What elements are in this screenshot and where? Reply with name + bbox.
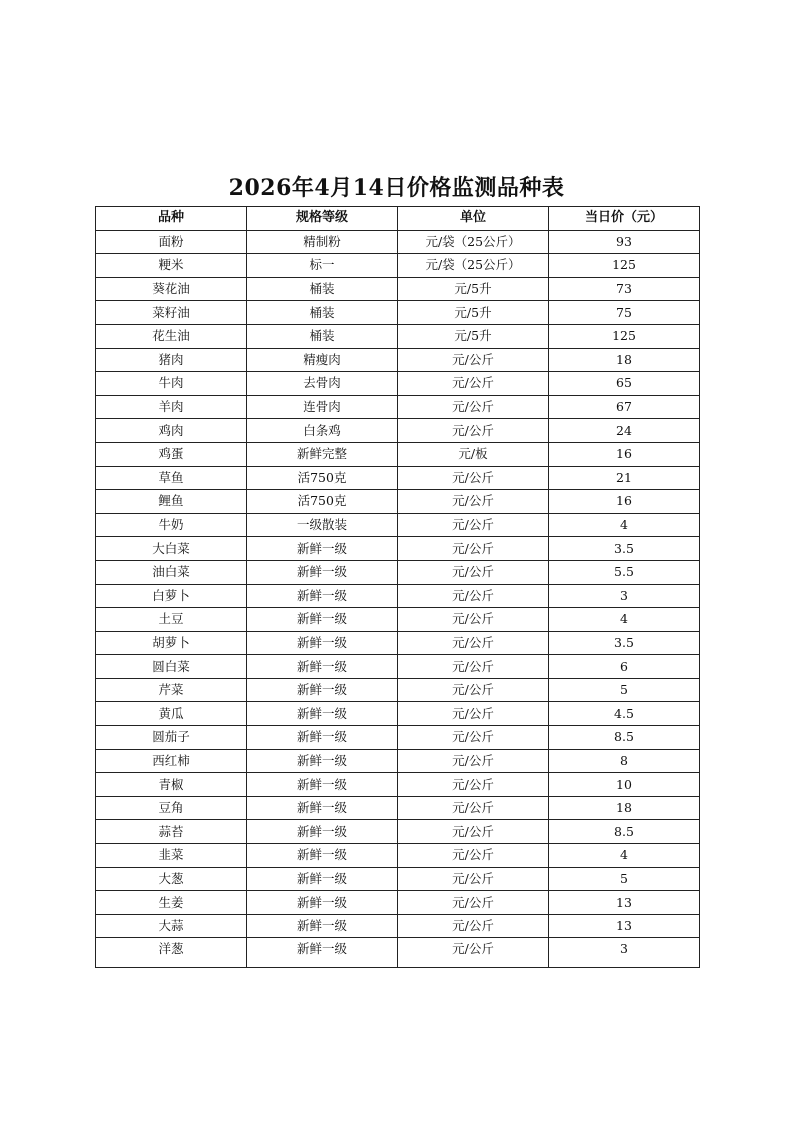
cell-grade: 桶装: [247, 277, 398, 301]
cell-price: 3.5: [549, 631, 700, 655]
cell-price: 3: [549, 938, 700, 968]
cell-unit: 元/公斤: [398, 844, 549, 868]
cell-unit: 元/公斤: [398, 631, 549, 655]
cell-unit: 元/公斤: [398, 419, 549, 443]
cell-unit: 元/公斤: [398, 796, 549, 820]
cell-grade: 新鲜一级: [247, 796, 398, 820]
cell-variety: 牛肉: [96, 372, 247, 396]
table-row: [96, 631, 700, 655]
cell-grade: 新鲜一级: [247, 820, 398, 844]
cell-variety: 草鱼: [96, 466, 247, 490]
cell-unit: 元/公斤: [398, 490, 549, 514]
cell-grade: 标一: [247, 254, 398, 278]
cell-grade: 新鲜一级: [247, 702, 398, 726]
table-row: [96, 702, 700, 726]
cell-variety: 菜籽油: [96, 301, 247, 325]
table-header-row: [96, 207, 700, 231]
table-row: [96, 820, 700, 844]
cell-price: 4: [549, 513, 700, 537]
cell-unit: 元/袋（25公斤）: [398, 254, 549, 278]
cell-variety: 猪肉: [96, 348, 247, 372]
cell-variety: 油白菜: [96, 560, 247, 584]
cell-unit: 元/公斤: [398, 773, 549, 797]
cell-grade: 活750克: [247, 490, 398, 514]
cell-price: 4: [549, 844, 700, 868]
column-header-grade: 规格等级: [247, 207, 398, 231]
cell-grade: 新鲜一级: [247, 584, 398, 608]
cell-grade: 新鲜一级: [247, 914, 398, 938]
cell-variety: 白萝卜: [96, 584, 247, 608]
cell-price: 125: [549, 254, 700, 278]
cell-unit: 元/公斤: [398, 466, 549, 490]
table-row: [96, 301, 700, 325]
cell-variety: 鲤鱼: [96, 490, 247, 514]
cell-grade: 新鲜一级: [247, 537, 398, 561]
cell-grade: 新鲜一级: [247, 938, 398, 968]
cell-grade: 桶装: [247, 324, 398, 348]
table-row: [96, 678, 700, 702]
cell-unit: 元/公斤: [398, 537, 549, 561]
cell-grade: 新鲜一级: [247, 560, 398, 584]
cell-price: 3.5: [549, 537, 700, 561]
cell-variety: 大蒜: [96, 914, 247, 938]
cell-grade: 精制粉: [247, 230, 398, 254]
cell-variety: 芹菜: [96, 678, 247, 702]
cell-grade: 新鲜一级: [247, 844, 398, 868]
cell-grade: 新鲜一级: [247, 867, 398, 891]
cell-variety: 葵花油: [96, 277, 247, 301]
table-row: [96, 560, 700, 584]
table-row: [96, 537, 700, 561]
table-row: [96, 773, 700, 797]
cell-variety: 圆白菜: [96, 655, 247, 679]
table-row: [96, 395, 700, 419]
table-row: [96, 513, 700, 537]
price-monitoring-table: [95, 206, 700, 968]
cell-price: 13: [549, 891, 700, 915]
cell-price: 4: [549, 608, 700, 632]
cell-unit: 元/板: [398, 442, 549, 466]
cell-grade: 新鲜一级: [247, 631, 398, 655]
cell-price: 13: [549, 914, 700, 938]
cell-price: 16: [549, 442, 700, 466]
cell-price: 4.5: [549, 702, 700, 726]
cell-unit: 元/公斤: [398, 891, 549, 915]
cell-grade: 精瘦肉: [247, 348, 398, 372]
cell-grade: 新鲜一级: [247, 891, 398, 915]
table-row: [96, 442, 700, 466]
cell-unit: 元/公斤: [398, 749, 549, 773]
cell-unit: 元/公斤: [398, 702, 549, 726]
cell-grade: 新鲜完整: [247, 442, 398, 466]
table-row: [96, 254, 700, 278]
table-row: [96, 419, 700, 443]
table-row: [96, 348, 700, 372]
cell-price: 24: [549, 419, 700, 443]
cell-grade: 新鲜一级: [247, 678, 398, 702]
cell-variety: 圆茄子: [96, 726, 247, 750]
cell-variety: 青椒: [96, 773, 247, 797]
table-row: [96, 844, 700, 868]
cell-price: 65: [549, 372, 700, 396]
column-header-unit: 单位: [398, 207, 549, 231]
cell-price: 6: [549, 655, 700, 679]
cell-unit: 元/公斤: [398, 513, 549, 537]
cell-variety: 黄瓜: [96, 702, 247, 726]
cell-grade: 桶装: [247, 301, 398, 325]
cell-price: 67: [549, 395, 700, 419]
table-row: [96, 372, 700, 396]
cell-variety: 西红柿: [96, 749, 247, 773]
cell-variety: 面粉: [96, 230, 247, 254]
cell-price: 3: [549, 584, 700, 608]
cell-price: 125: [549, 324, 700, 348]
table-row: [96, 277, 700, 301]
cell-variety: 牛奶: [96, 513, 247, 537]
cell-variety: 粳米: [96, 254, 247, 278]
cell-variety: 蒜苔: [96, 820, 247, 844]
cell-unit: 元/5升: [398, 301, 549, 325]
cell-unit: 元/公斤: [398, 678, 549, 702]
cell-unit: 元/5升: [398, 324, 549, 348]
table-row: [96, 230, 700, 254]
cell-grade: 白条鸡: [247, 419, 398, 443]
cell-variety: 生姜: [96, 891, 247, 915]
cell-unit: 元/公斤: [398, 820, 549, 844]
table-row: [96, 490, 700, 514]
column-header-price: 当日价（元）: [549, 207, 700, 231]
cell-variety: 鸡肉: [96, 419, 247, 443]
cell-price: 8.5: [549, 726, 700, 750]
cell-variety: 大葱: [96, 867, 247, 891]
cell-grade: 活750克: [247, 466, 398, 490]
cell-price: 8: [549, 749, 700, 773]
cell-unit: 元/公斤: [398, 348, 549, 372]
cell-variety: 韭菜: [96, 844, 247, 868]
cell-price: 10: [549, 773, 700, 797]
cell-unit: 元/公斤: [398, 914, 549, 938]
cell-price: 5: [549, 867, 700, 891]
cell-price: 18: [549, 796, 700, 820]
cell-price: 75: [549, 301, 700, 325]
table-row: [96, 796, 700, 820]
table-row: [96, 726, 700, 750]
cell-price: 5.5: [549, 560, 700, 584]
cell-unit: 元/公斤: [398, 655, 549, 679]
cell-price: 21: [549, 466, 700, 490]
cell-variety: 羊肉: [96, 395, 247, 419]
table-row: [96, 608, 700, 632]
cell-unit: 元/公斤: [398, 560, 549, 584]
cell-variety: 花生油: [96, 324, 247, 348]
table-row: [96, 466, 700, 490]
cell-unit: 元/5升: [398, 277, 549, 301]
table-row: [96, 749, 700, 773]
cell-price: 16: [549, 490, 700, 514]
table-row: [96, 867, 700, 891]
cell-variety: 鸡蛋: [96, 442, 247, 466]
cell-price: 18: [549, 348, 700, 372]
cell-price: 93: [549, 230, 700, 254]
cell-price: 8.5: [549, 820, 700, 844]
cell-unit: 元/袋（25公斤）: [398, 230, 549, 254]
table-row: [96, 938, 700, 968]
cell-variety: 胡萝卜: [96, 631, 247, 655]
cell-variety: 洋葱: [96, 938, 247, 968]
cell-variety: 土豆: [96, 608, 247, 632]
table-row: [96, 584, 700, 608]
cell-grade: 去骨肉: [247, 372, 398, 396]
cell-grade: 一级散装: [247, 513, 398, 537]
column-header-variety: 品种: [96, 207, 247, 231]
cell-variety: 大白菜: [96, 537, 247, 561]
cell-grade: 新鲜一级: [247, 608, 398, 632]
cell-unit: 元/公斤: [398, 867, 549, 891]
cell-variety: 豆角: [96, 796, 247, 820]
cell-grade: 新鲜一级: [247, 726, 398, 750]
cell-grade: 新鲜一级: [247, 773, 398, 797]
table-body: [96, 230, 700, 968]
cell-unit: 元/公斤: [398, 726, 549, 750]
cell-price: 73: [549, 277, 700, 301]
cell-price: 5: [549, 678, 700, 702]
table-row: [96, 891, 700, 915]
cell-grade: 连骨肉: [247, 395, 398, 419]
cell-grade: 新鲜一级: [247, 655, 398, 679]
cell-unit: 元/公斤: [398, 372, 549, 396]
cell-unit: 元/公斤: [398, 938, 549, 968]
document-title: 2026年4月14日价格监测品种表: [228, 175, 565, 201]
table-row: [96, 324, 700, 348]
cell-unit: 元/公斤: [398, 608, 549, 632]
table-row: [96, 914, 700, 938]
cell-unit: 元/公斤: [398, 395, 549, 419]
table-row: [96, 655, 700, 679]
cell-unit: 元/公斤: [398, 584, 549, 608]
cell-grade: 新鲜一级: [247, 749, 398, 773]
